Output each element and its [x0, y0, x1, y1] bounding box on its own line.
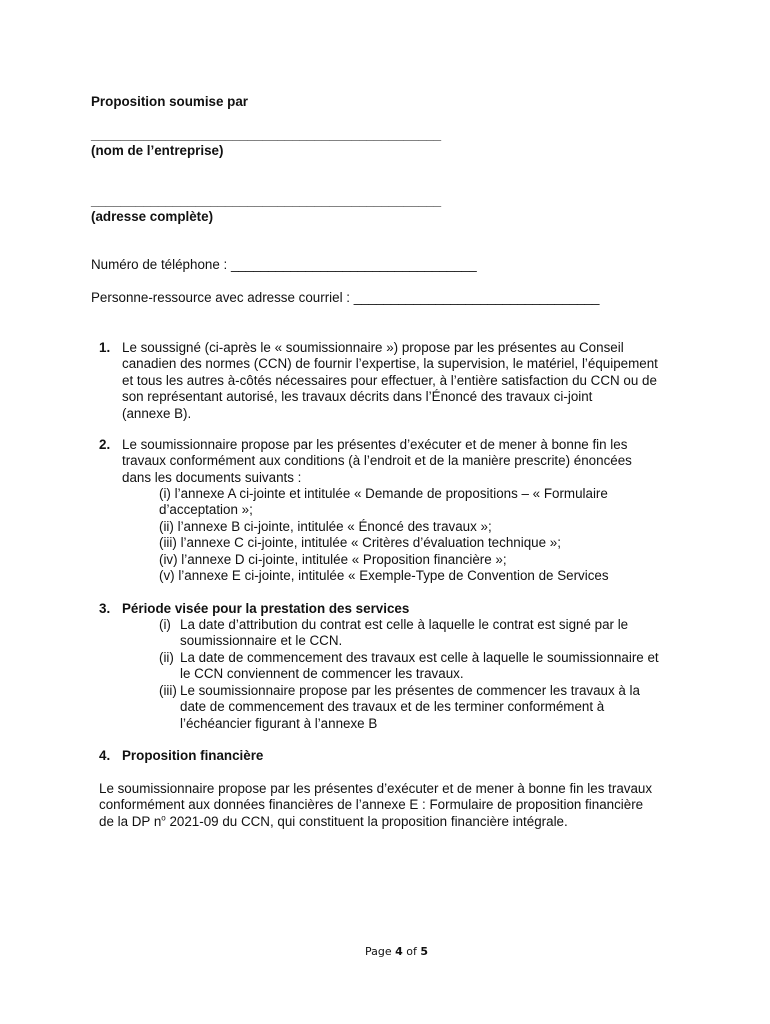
section-3-item	[180, 683, 640, 732]
section-1-paragraph	[122, 340, 658, 422]
section-2-line: dans les documents suivants :	[122, 469, 302, 485]
section-2-item: (v) l’annexe E ci-jointe, intitulée « Exemple-Type de Convention de Services	[159, 568, 609, 584]
section-2-item: d’acceptation »;	[159, 502, 253, 518]
section-3-item	[180, 650, 659, 683]
section-2-item: (iii) l’annexe C ci-jointe, intitulée « Critères d’évaluation technique »;	[159, 535, 561, 551]
phone-line: Numéro de téléphone : _________________________________	[91, 257, 477, 272]
section-2-item: (iv) l’annexe D ci-jointe, intitulée « Proposition financière »;	[159, 551, 507, 567]
address-label: (adresse complète)	[91, 209, 214, 224]
section-1-number: 1.	[99, 340, 111, 355]
company-name-blank: _______________________________________________	[91, 127, 442, 142]
section-4-paragraph	[99, 781, 652, 830]
section-3-item-line: Le soumissionnaire propose par les présentes de commencer les travaux à la	[180, 683, 640, 698]
page-current: 4	[395, 945, 403, 958]
page-total: 5	[420, 945, 429, 958]
section-3-number: 3.	[99, 601, 111, 616]
company-name-label: (nom de l’entreprise)	[91, 143, 224, 158]
section-3-item-line: soumissionnaire et le CCN.	[180, 633, 343, 649]
section-2-number: 2.	[99, 437, 111, 452]
section-2-item: (i) l’annexe A ci-jointe et intitulée « Demande de propositions – « Formulaire	[159, 486, 608, 501]
section-1-line: (annexe B).	[122, 405, 192, 421]
page-word: Page	[365, 945, 392, 958]
section-1-line: canadien des normes (CCN) de fournir l’expertise, la supervision, le matériel, l’équipement	[122, 356, 658, 372]
section-2-item-list	[159, 486, 609, 584]
section-3-item-line: le CCN conviennent de commencer les travaux.	[180, 666, 464, 682]
section-1-line: Le soussigné (ci-après le « soumissionnaire ») propose par les présentes au Conseil	[122, 340, 624, 355]
section-2-item: (ii) l’annexe B ci-jointe, intitulée « Énoncé des travaux »;	[159, 518, 492, 534]
section-3-item-line: La date de commencement des travaux est celle à laquelle le soumissionnaire et	[180, 650, 659, 665]
section-1-line: son représentant autorisé, les travaux décrits dans l’Énoncé des travaux ci-joint	[122, 389, 593, 405]
section-2-line: travaux conformément aux conditions (à l’endroit et de la manière prescrite) énoncées	[122, 453, 632, 469]
section-4-line: Le soumissionnaire propose par les présentes d’exécuter et de mener à bonne fin les travaux	[99, 781, 653, 796]
number-superscript: o	[161, 813, 166, 823]
address-blank: _______________________________________________	[91, 193, 442, 208]
page-of: of	[406, 945, 417, 958]
section-3-item	[180, 617, 628, 650]
section-3-item-line: La date d’attribution du contrat est celle à laquelle le contrat est signé par le	[180, 617, 629, 632]
section-3-item-label: (i)	[159, 617, 171, 632]
section-4-line: conformément aux données financières de l’annexe E : Formulaire de proposition financière	[99, 797, 644, 813]
page-number	[365, 945, 428, 959]
contact-line: Personne-ressource avec adresse courriel : _________________________________	[91, 290, 600, 305]
section-4-heading: Proposition financière	[122, 748, 264, 763]
section-2-line: Le soumissionnaire propose par les présentes d’exécuter et de mener à bonne fin les	[122, 437, 628, 452]
section-3-item-label: (iii)	[159, 683, 177, 698]
rfp-number-suffix: 2021-09 du CCN, qui constituent la proposition financière intégrale.	[165, 813, 568, 829]
section-1-line: et tous les autres à-côtés nécessaires pour effectuer, à l’entière satisfaction du CCN ou de	[122, 372, 657, 388]
section-2-paragraph	[122, 437, 632, 486]
section-3-heading: Période visée pour la prestation des services	[122, 601, 410, 616]
section-3-item-line: l’échéancier figurant à l’annexe B	[180, 715, 378, 731]
proposal-title: Proposition soumise par	[91, 94, 248, 109]
section-4-number: 4.	[99, 748, 111, 763]
section-3-item-line: date de commencement des travaux et de les terminer conformément à	[180, 699, 605, 715]
rfp-number-prefix: de la DP n	[99, 813, 162, 829]
section-3-item-label: (ii)	[159, 650, 174, 665]
section-4-line	[99, 814, 652, 830]
